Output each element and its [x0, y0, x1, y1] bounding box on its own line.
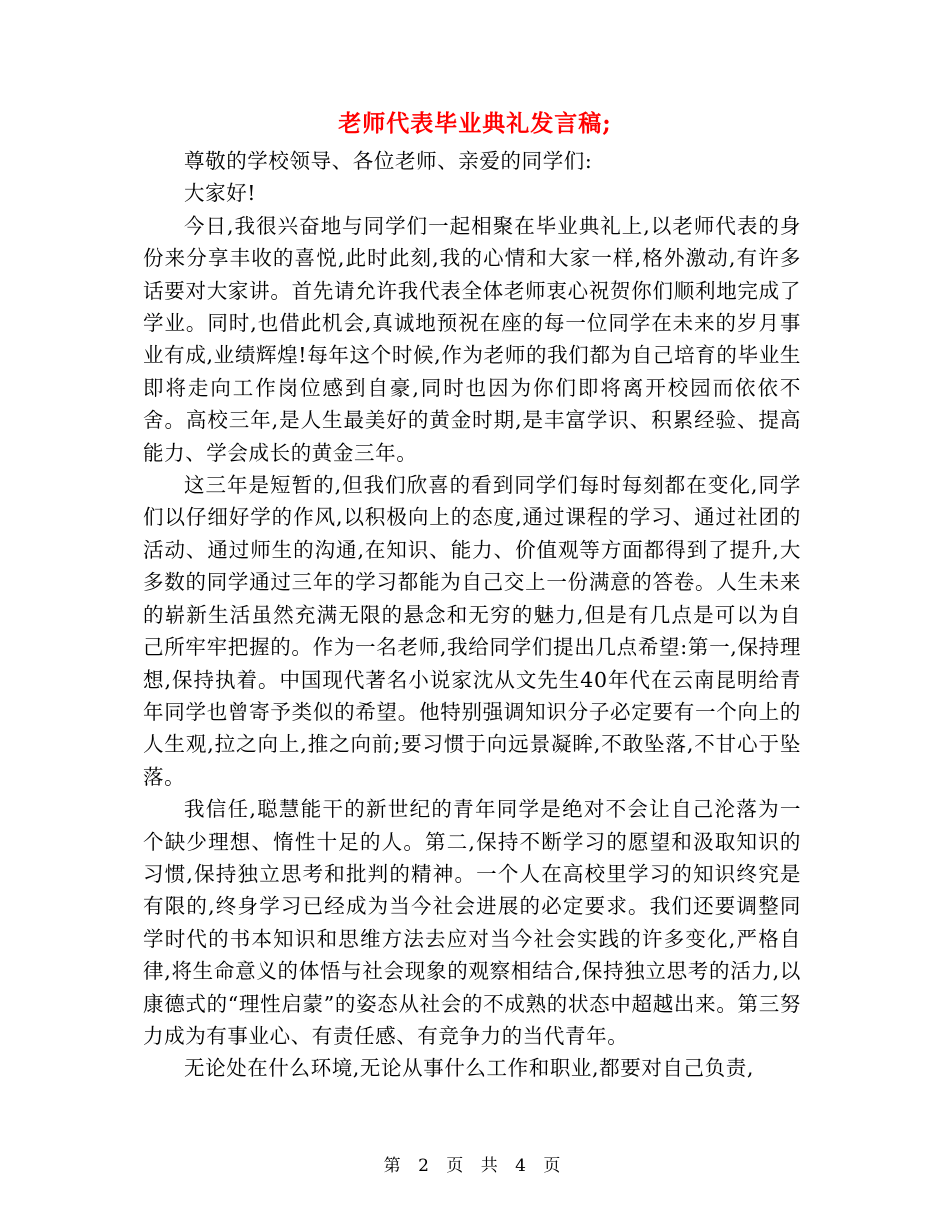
salutation-paragraph: 尊敬的学校领导、各位老师、亲爱的同学们:: [184, 149, 593, 173]
body-paragraph-2: 这三年是短暂的,但我们欣喜的看到同学们每时每刻都在变化,同学们以仔细好学的作风,以积极向上的态度,通过课程的学习、通过社团的活动、通过师生的沟通,在知识、能力、价值观等方面都得到了提升,大多数的同学通过三年的学习都能为自己交上一份满意的答卷。人生未来的崭新生活虽然充满无限的悬念和无穷的魅力,但是有几点是可以为自己所牢牢把握的。作为一名老师,我给同学们提出几点希望:第一,保持理想,保持执着。中国现代著名小说家沈从文先生40年代在云南昆明给青年同学也曾寄予类似的希望。他特别强调知识分子必定要有一个向上的人生观,拉之向上,推之向前;要习惯于向远景凝眸,不敢坠落,不甘心于坠落。: [143, 473, 801, 789]
greeting-paragraph: 大家好!: [184, 181, 257, 206]
body-paragraph-3: 我信任,聪慧能干的新世纪的青年同学是绝对不会让自己沦落为一个缺少理想、惰性十足的人。第二,保持不断学习的愿望和汲取知识的习惯,保持独立思考和批判的精神。一个人在高校里学习的知识终究是有限的,终身学习已经成为当今社会进展的必定要求。我们还要调整同学时代的书本知识和思维方法去应对当今社会实践的许多变化,严格自律,将生命意义的体悟与社会现象的观察相结合,保持独立思考的活力,以康德式的“理性启蒙”的姿态从社会的不成熟的状态中超越出来。第三努力成为有事业心、有责任感、有竞争力的当代青年。: [143, 797, 801, 1048]
body-paragraph-1: 今日,我很兴奋地与同学们一起相聚在毕业典礼上,以老师代表的身份来分享丰收的喜悦,此时此刻,我的心情和大家一样,格外激动,有许多话要对大家讲。首先请允许我代表全体老师衷心祝贺你们顺利地完成了学业。同时,也借此机会,真诚地预祝在座的每一位同学在未来的岁月事业有成,业绩辉煌!每年这个时候,作为老师的我们都为自己培育的毕业生即将走向工作岗位感到自豪,同时也因为你们即将离开校园而依依不舍。高校三年,是人生最美好的黄金时期,是丰富学识、积累经验、提高能力、学会成长的黄金三年。: [143, 213, 801, 465]
document-body: [143, 145, 801, 1085]
body-paragraph-4: 无论处在什么环境,无论从事什么工作和职业,都要对自己负责,: [184, 1056, 754, 1081]
document-title: 老师代表毕业典礼发言稿;: [338, 110, 612, 137]
page-number-footer: 第 2 页 共 4 页: [383, 1156, 567, 1176]
